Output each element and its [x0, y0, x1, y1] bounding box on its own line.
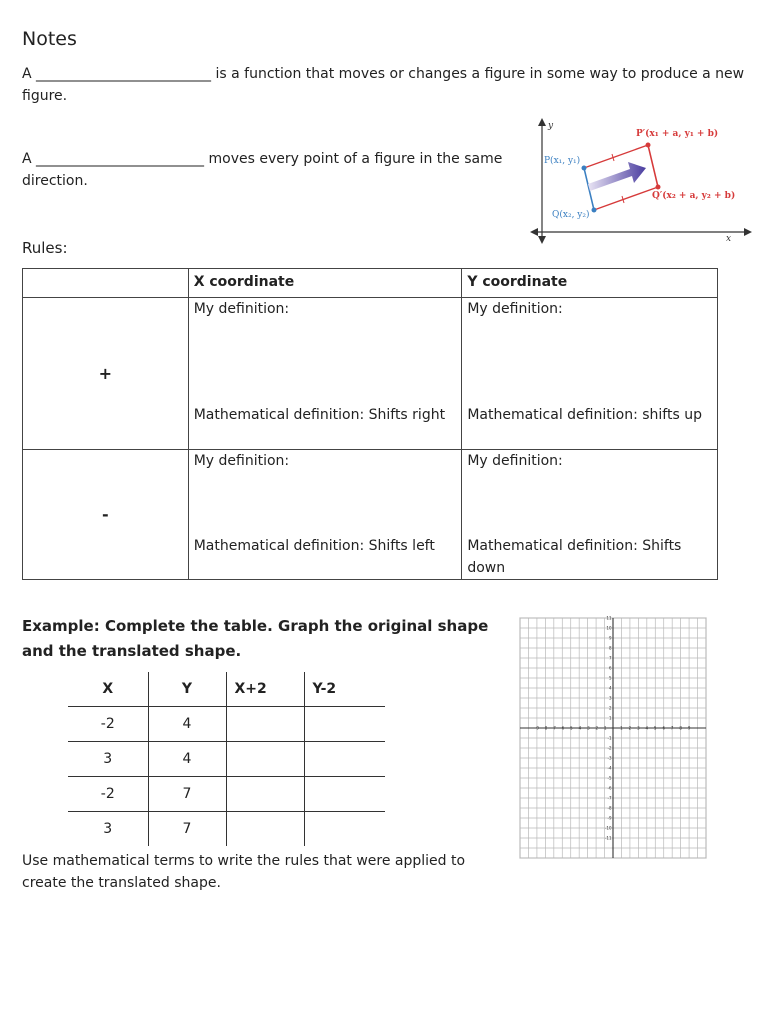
- table-row: [68, 707, 385, 742]
- example-instructions: [22, 614, 507, 664]
- grid-x-tick-label: -7: [551, 725, 556, 731]
- header-x-plus-2: X+2: [226, 672, 304, 707]
- grid-x-tick-label: -4: [577, 725, 582, 731]
- grid-y-tick-label: -4: [607, 765, 612, 771]
- cell-y: 4: [148, 742, 226, 777]
- segment-pp: [584, 145, 648, 168]
- grid-x-tick-label: 1: [620, 725, 623, 731]
- rules-sign-minus: -: [23, 450, 189, 580]
- answer-cell[interactable]: [226, 742, 304, 777]
- rules-cell-x-minus[interactable]: [188, 450, 462, 580]
- point-q: [592, 208, 597, 213]
- my-definition-label: My definition:: [193, 301, 290, 317]
- example-label: Example: [22, 617, 94, 635]
- rules-table: [22, 268, 718, 580]
- header-x: X: [102, 681, 114, 697]
- cell-x: -2: [68, 707, 148, 742]
- example-footer: Use mathematical terms to write the rules that were applied to create the translated shape.: [22, 853, 466, 891]
- cell-y: 7: [148, 777, 226, 812]
- grid-y-tick-label: -3: [607, 755, 612, 761]
- grid-x-tick-label: -6: [560, 725, 565, 731]
- rules-cell-x-plus[interactable]: [188, 298, 462, 450]
- rules-heading: Rules:: [22, 239, 68, 257]
- rules-cell-y-minus[interactable]: [462, 450, 718, 580]
- grid-x-tick-label: 2: [628, 725, 632, 731]
- grid-y-tick-label: -8: [607, 805, 612, 811]
- grid-y-tick-label: 1: [608, 715, 612, 721]
- grid-y-tick-label: 5: [608, 675, 612, 681]
- point-p-prime: [646, 143, 651, 148]
- my-definition-label: My definition:: [193, 453, 290, 469]
- rules-row-minus: [23, 450, 718, 580]
- answer-cell[interactable]: [226, 812, 304, 847]
- grid-x-tick-label: -2: [594, 725, 599, 731]
- grid-y-tick-label: 4: [608, 685, 612, 691]
- rules-header-y: Y coordinate: [462, 269, 718, 298]
- cell-x: 3: [68, 812, 148, 847]
- def2-blank[interactable]: ________________________: [36, 151, 205, 167]
- rules-row-plus: [23, 298, 718, 450]
- grid-y-tick-label: 6: [608, 665, 612, 671]
- grid-y-tick-label: -6: [607, 785, 612, 791]
- coordinate-grid[interactable]: [516, 612, 710, 862]
- def2-text: moves every point of a figure in the same direction.: [22, 151, 503, 189]
- grid-y-tick-label: 11: [606, 615, 612, 621]
- y-axis-arrow: [538, 118, 546, 126]
- rules-header-x: X coordinate: [188, 269, 462, 298]
- point-q-prime: [656, 185, 661, 190]
- grid-x-tick-label: 8: [679, 725, 682, 731]
- example-text: : Complete the table. Graph the original shape and the translated shape.: [22, 617, 489, 660]
- grid-x-tick-label: -3: [585, 725, 590, 731]
- point-p: [582, 166, 587, 171]
- answer-cell[interactable]: [226, 777, 304, 812]
- grid-y-tick-label: -2: [607, 745, 612, 751]
- rules-header-row: [23, 269, 718, 298]
- grid-x-tick-label: 5: [653, 725, 657, 731]
- label-q: Q(x₂, y₂): [552, 210, 590, 220]
- answer-cell[interactable]: [226, 707, 304, 742]
- grid-y-tick-label: -1: [607, 735, 612, 741]
- label-p-prime: P′(x₁ + a, y₁ + b): [636, 129, 719, 139]
- math-definition: Mathematical definition: Shifts right: [193, 407, 446, 423]
- grid-y-tick-label: 8: [608, 645, 612, 651]
- answer-cell[interactable]: [304, 777, 385, 812]
- rules-header-empty: [23, 269, 189, 298]
- definition-2: [22, 148, 522, 192]
- def1-text: is a function that moves or changes a figure in some way to produce a new figure.: [22, 66, 745, 104]
- header-y-minus-2: Y-2: [304, 672, 385, 707]
- grid-x-tick-label: 6: [662, 725, 666, 731]
- cell-x: -2: [68, 777, 148, 812]
- grid-y-tick-label: -10: [604, 825, 612, 831]
- translation-arrow: [588, 162, 646, 191]
- rules-sign-plus: +: [23, 298, 189, 450]
- grid-y-tick-label: -5: [607, 775, 612, 781]
- my-definition-label: My definition:: [467, 453, 563, 469]
- def1-blank[interactable]: _________________________: [36, 66, 212, 82]
- cell-y: 4: [148, 707, 226, 742]
- example-header-row: [68, 672, 385, 707]
- rules-cell-y-plus[interactable]: [462, 298, 718, 450]
- grid-y-tick-label: 9: [608, 635, 612, 641]
- grid-y-tick-label: -9: [607, 815, 612, 821]
- segment-pq-image: [648, 145, 658, 187]
- translation-diagram: [528, 112, 760, 246]
- grid-y-tick-label: -11: [604, 835, 612, 841]
- grid-y-tick-label: -7: [607, 795, 612, 801]
- table-row: [68, 742, 385, 777]
- table-row: [68, 812, 385, 847]
- math-definition: Mathematical definition: shifts up: [467, 407, 702, 423]
- grid-x-tick-label: 3: [637, 725, 640, 731]
- cell-y: 7: [148, 812, 226, 847]
- cell-x: 3: [68, 742, 148, 777]
- grid-y-tick-label: 2: [608, 705, 612, 711]
- grid-x-tick-label: -9: [534, 725, 539, 731]
- grid-x-tick-label: -1: [602, 725, 607, 731]
- grid-x-tick-label: 9: [687, 725, 691, 731]
- label-p: P(x₁, y₁): [544, 156, 581, 166]
- grid-y-tick-label: 3: [608, 695, 612, 701]
- grid-x-tick-label: -8: [543, 725, 548, 731]
- grid-x-tick-label: 4: [645, 725, 649, 731]
- x-axis-arrow: [744, 228, 752, 236]
- def2-prefix: A: [22, 151, 32, 167]
- my-definition-label: My definition:: [467, 301, 563, 317]
- label-q-prime: Q′(x₂ + a, y₂ + b): [652, 191, 736, 201]
- table-row: [68, 777, 385, 812]
- x-axis-label: x: [726, 234, 732, 244]
- segment-qq: [594, 187, 658, 210]
- header-y: Y: [148, 672, 226, 707]
- def1-prefix: A: [22, 66, 32, 82]
- math-definition: Mathematical definition: Shifts left: [193, 538, 435, 554]
- y-axis-label: y: [548, 121, 554, 131]
- grid-x-tick-label: -5: [568, 725, 573, 731]
- answer-cell[interactable]: [304, 812, 385, 847]
- page-title: Notes: [22, 28, 77, 50]
- example-table: [68, 672, 385, 846]
- definition-1: [22, 63, 752, 107]
- grid-y-tick-label: 10: [606, 625, 612, 631]
- grid-y-tick-label: 7: [608, 655, 612, 661]
- grid-x-tick-label: 7: [670, 725, 674, 731]
- answer-cell[interactable]: [304, 742, 385, 777]
- answer-cell[interactable]: [304, 707, 385, 742]
- math-definition: Mathematical definition: Shifts down: [467, 538, 682, 576]
